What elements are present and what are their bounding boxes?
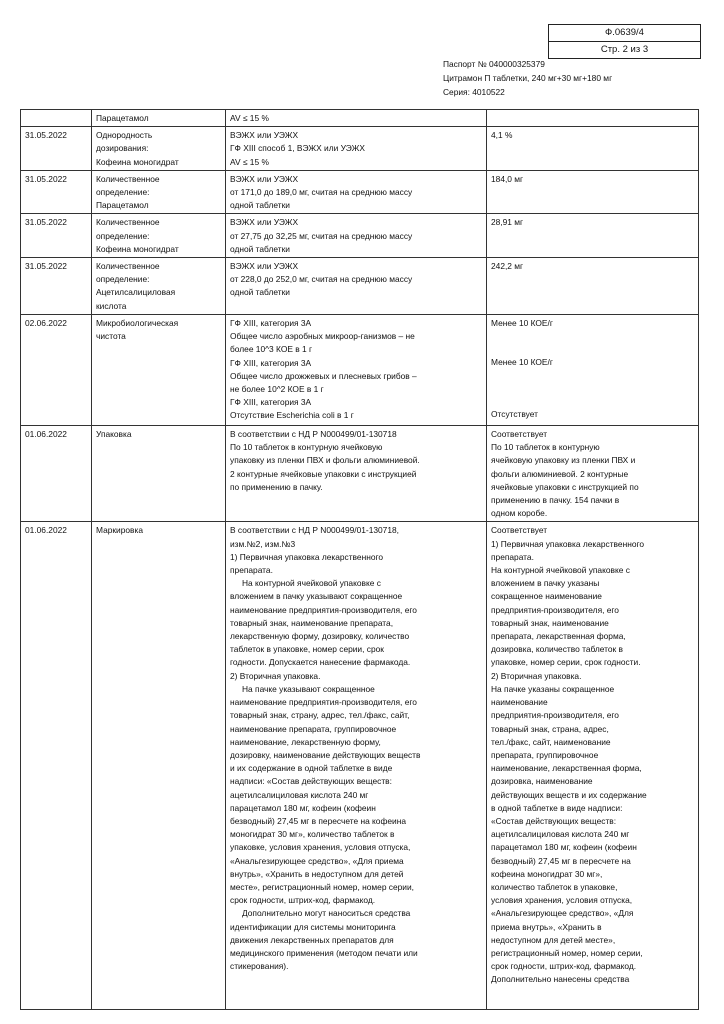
norm-cell <box>226 110 487 127</box>
test-cell <box>92 315 226 426</box>
norm-line: идентификации для системы мониторинга <box>230 921 396 932</box>
date-cell: 31.05.2022 <box>21 170 92 214</box>
norm-line: срок годности, штрих-код, фармакод. <box>230 895 376 906</box>
norm-line: по применению в пачку. <box>230 481 323 492</box>
norm-line: движения лекарственных препаратов для <box>230 934 394 945</box>
test-cell <box>92 426 226 522</box>
norm-line: таблеток в упаковке, номер серии, срок <box>230 644 384 655</box>
test-line: Микробиологическая <box>96 318 179 329</box>
test-line: Количественное <box>96 173 160 184</box>
product-name: Цитрамон П таблетки, 240 мг+30 мг+180 мг <box>443 73 613 83</box>
result-line: вложением в пачку указаны <box>491 578 600 589</box>
result-line: количество таблеток в упаковке, <box>491 881 618 892</box>
result-line: «Анальгезирующее средство», «Для <box>491 908 634 919</box>
result-line: ячейковую упаковку из пленки ПВХ и <box>491 455 636 466</box>
norm-line: одной таблетки <box>230 243 290 254</box>
test-line: Маркировка <box>96 525 143 536</box>
test-line: кислота <box>96 300 127 311</box>
result-cell <box>487 127 699 171</box>
norm-line: 1) Первичная упаковка лекарственного <box>230 551 384 562</box>
result-line: Соответствует <box>491 525 548 536</box>
norm-line: упаковке, условия хранения, условия отпуска, <box>230 842 411 853</box>
spacer <box>491 369 694 395</box>
test-cell <box>92 214 226 258</box>
norm-line: медицинского применения (методом печати или <box>230 947 418 958</box>
table-row <box>21 522 699 1010</box>
norm-line: AV ≤ 15 % <box>230 156 269 167</box>
norm-line: «Анальгезирующее средство», «Для приема <box>230 855 404 866</box>
norm-line: более 10^3 КОЕ в 1 г <box>230 344 313 355</box>
norm-line: По 10 таблеток в контурную ячейковую <box>230 442 383 453</box>
norm-cell <box>226 214 487 258</box>
result-line: препарата, лекарственная форма, <box>491 631 626 642</box>
norm-line: Общее число дрожжевых и плесневых грибов – <box>230 370 417 381</box>
norm-line: внутрь», «Хранить в недоступном для детей <box>230 868 404 879</box>
norm-cell <box>226 315 487 426</box>
result-line: сокращенное наименование <box>491 591 602 602</box>
table-row <box>21 426 699 522</box>
passport-number: Паспорт № 040000325379 <box>443 59 545 69</box>
table-row <box>21 315 699 426</box>
norm-line: ГФ XIII, категория 3А <box>230 318 312 329</box>
result-line: Менее 10 КОЕ/г <box>491 318 553 329</box>
test-cell <box>92 170 226 214</box>
norm-line: не более 10^2 КОЕ в 1 г <box>230 384 324 395</box>
norm-line: На контурной ячейковой упаковке с <box>242 578 381 589</box>
norm-line: Отсутствие Escherichia coli в 1 г <box>230 410 354 421</box>
test-cell <box>92 110 226 127</box>
result-line: наименование <box>491 697 548 708</box>
result-line: 28,91 мг <box>491 217 524 228</box>
result-line: действующих веществ и их содержание <box>491 789 647 800</box>
norm-line: AV ≤ 15 % <box>230 113 269 123</box>
norm-line: стикерования). <box>230 961 289 972</box>
test-line: Упаковка <box>96 429 132 440</box>
result-line: 242,2 мг <box>491 261 524 272</box>
test-line: определение: <box>96 187 150 198</box>
norm-line: 2 контурные ячейковые упаковки с инструкцией <box>230 468 417 479</box>
norm-line: моногидрат 30 мг», количество таблеток в <box>230 829 395 840</box>
test-line: Кофеина моногидрат <box>96 156 179 167</box>
table-row <box>21 258 699 315</box>
test-line: Парацетамол <box>96 200 149 211</box>
norm-line: месте», регистрационный номер, номер серии, <box>230 881 414 892</box>
result-line: препарата, группировочное <box>491 749 599 760</box>
spacer <box>491 343 694 356</box>
page-number: Стр. 2 из 3 <box>549 41 700 58</box>
norm-line: упаковку из пленки ПВХ и фольги алюминиевой. <box>230 455 420 466</box>
result-line: 4,1 % <box>491 130 513 141</box>
result-line: На контурной ячейковой упаковке с <box>491 565 630 576</box>
norm-line: Общее число аэробных микроор-ганизмов – не <box>230 331 415 342</box>
result-cell <box>487 315 699 426</box>
test-cell <box>92 127 226 171</box>
result-line: товарный знак, страна, адрес, <box>491 723 609 734</box>
norm-cell <box>226 170 487 214</box>
series-number: Серия: 4010522 <box>443 87 505 97</box>
result-line: По 10 таблеток в контурную <box>491 442 600 453</box>
result-line: парацетамол 180 мг, кофеин (кофеин <box>491 842 637 853</box>
result-line: применению в пачку. 154 пачки в <box>491 495 620 506</box>
test-line: Парацетамол <box>96 113 149 123</box>
result-line: срок годности, штрих-код, фармакод. <box>491 961 637 972</box>
result-line: в одной таблетке в виде надписи: <box>491 802 623 813</box>
result-line: Дополнительно нанесены средства <box>491 974 630 985</box>
test-cell <box>92 258 226 315</box>
result-line: ячейковые упаковки с инструкцией по <box>491 481 639 492</box>
norm-line: ВЭЖХ или УЭЖХ <box>230 217 299 228</box>
test-line: Однородность <box>96 130 153 141</box>
result-line: 184,0 мг <box>491 173 524 184</box>
date-cell: 31.05.2022 <box>21 258 92 315</box>
table-row <box>21 127 699 171</box>
form-code: Ф.0639/4 <box>605 27 644 38</box>
date-cell: 02.06.2022 <box>21 315 92 426</box>
norm-line: наименование предприятия-производителя, его <box>230 604 417 615</box>
result-cell <box>487 214 699 258</box>
norm-line: годности. Допускается нанесение фармакода. <box>230 657 411 668</box>
norm-line: ГФ XIII способ 1, ВЭЖХ или УЭЖХ <box>230 143 365 154</box>
date-cell <box>21 110 92 127</box>
norm-line: парацетамол 180 мг, кофеин (кофеин <box>230 802 376 813</box>
result-line: приема внутрь», «Хранить в <box>491 921 602 932</box>
norm-line: ацетилсалициловая кислота 240 мг <box>230 789 369 800</box>
result-line: «Состав действующих веществ: <box>491 815 617 826</box>
result-cell <box>487 522 699 1010</box>
table-row <box>21 214 699 258</box>
test-results-table <box>20 109 699 1010</box>
test-line: определение: <box>96 230 150 241</box>
norm-line: наименование, лекарственную форму, <box>230 736 381 747</box>
result-cell <box>487 258 699 315</box>
norm-line: В соответствии с НД Р N000499/01-130718, <box>230 525 399 536</box>
test-line: определение: <box>96 274 150 285</box>
norm-line: 2) Вторичная упаковка. <box>230 670 321 681</box>
norm-line: надписи: «Состав действующих веществ: <box>230 776 392 787</box>
norm-line: наименование препарата, группировочное <box>230 723 397 734</box>
result-line: дозировка, количество таблеток в <box>491 644 623 655</box>
test-line: чистота <box>96 331 126 342</box>
date-cell: 01.06.2022 <box>21 426 92 522</box>
result-line: 2) Вторичная упаковка. <box>491 670 582 681</box>
norm-cell <box>226 258 487 315</box>
norm-line: дозировку, наименование действующих веществ <box>230 749 421 760</box>
result-line: наименование, лекарственная форма, <box>491 763 642 774</box>
result-cell <box>487 426 699 522</box>
result-line: дозировка, наименование <box>491 776 593 787</box>
test-line: Количественное <box>96 217 160 228</box>
result-line: фольги алюминиевой. 2 контурные <box>491 468 629 479</box>
norm-line: препарата. <box>230 565 273 576</box>
test-line: Кофеина моногидрат <box>96 243 179 254</box>
result-line: недоступном для детей месте», <box>491 934 616 945</box>
norm-line: одной таблетки <box>230 200 290 211</box>
result-line: На пачке указаны сокращенное <box>491 683 615 694</box>
result-line: предприятия-производителя, его <box>491 604 619 615</box>
result-line: тел./факс, сайт, наименование <box>491 736 611 747</box>
result-line: Менее 10 КОЕ/г <box>491 357 553 368</box>
result-cell <box>487 170 699 214</box>
norm-line: В соответствии с НД Р N000499/01-130718 <box>230 429 397 440</box>
norm-line: лекарственную форму, дозировку, количество <box>230 631 410 642</box>
norm-line: ВЭЖХ или УЭЖХ <box>230 130 299 141</box>
date-cell: 01.06.2022 <box>21 522 92 1010</box>
result-line: безводный) 27,45 мг в пересчете на <box>491 855 631 866</box>
result-line: ацетилсалициловая кислота 240 мг <box>491 829 630 840</box>
result-line: препарата. <box>491 551 534 562</box>
norm-line: ГФ XIII, категория 3А <box>230 357 312 368</box>
norm-line: наименование предприятия-производителя, его <box>230 697 417 708</box>
norm-line: товарный знак, наименование препарата, <box>230 617 394 628</box>
spacer <box>491 395 694 408</box>
norm-line: от 171,0 до 189,0 мг, считая на среднюю массу <box>230 187 413 198</box>
norm-line: ВЭЖХ или УЭЖХ <box>230 173 299 184</box>
norm-cell <box>226 426 487 522</box>
result-line: упаковке, номер серии, срок годности. <box>491 657 641 668</box>
result-line: кофеина моногидрат 30 мг», <box>491 868 603 879</box>
result-line: 1) Первичная упаковка лекарственного <box>491 538 645 549</box>
result-line: регистрационный номер, номер серии, <box>491 947 643 958</box>
result-line: Соответствует <box>491 429 548 440</box>
table-row <box>21 110 699 127</box>
norm-line: вложением в пачку указывают сокращенное <box>230 591 403 602</box>
test-line: Ацетилсалициловая <box>96 287 176 298</box>
test-line: дозирования: <box>96 143 149 154</box>
form-code-box <box>548 24 701 59</box>
norm-line: от 228,0 до 252,0 мг, считая на среднюю массу <box>230 274 413 285</box>
norm-line: безводный) 27,45 мг в пересчете на кофеина <box>230 815 406 826</box>
norm-line: ГФ XIII, категория 3А <box>230 397 312 408</box>
norm-line: ВЭЖХ или УЭЖХ <box>230 261 299 272</box>
date-cell: 31.05.2022 <box>21 127 92 171</box>
date-cell: 31.05.2022 <box>21 214 92 258</box>
norm-line: изм.№2, изм.№3 <box>230 538 296 549</box>
norm-line: товарный знак, страну, адрес, тел./факс, сайт, <box>230 710 410 721</box>
test-line: Количественное <box>96 261 160 272</box>
norm-line: На пачке указывают сокращенное <box>242 683 375 694</box>
norm-line: от 27,75 до 32,25 мг, считая на среднюю массу <box>230 230 413 241</box>
norm-cell <box>226 522 487 1010</box>
result-line: одном коробе. <box>491 508 548 519</box>
passport-header <box>443 57 612 99</box>
result-line: предприятия-производителя, его <box>491 710 619 721</box>
norm-line: Дополнительно могут наноситься средства <box>242 908 411 919</box>
result-line: товарный знак, наименование <box>491 617 609 628</box>
result-line: условия хранения, условия отпуска, <box>491 895 633 906</box>
norm-line: одной таблетки <box>230 287 290 298</box>
norm-cell <box>226 127 487 171</box>
result-line: Отсутствует <box>491 409 538 420</box>
spacer <box>491 330 694 343</box>
result-cell <box>487 110 699 127</box>
norm-line: и их содержание в одной таблетке в виде <box>230 763 393 774</box>
table-row <box>21 170 699 214</box>
test-cell <box>92 522 226 1010</box>
